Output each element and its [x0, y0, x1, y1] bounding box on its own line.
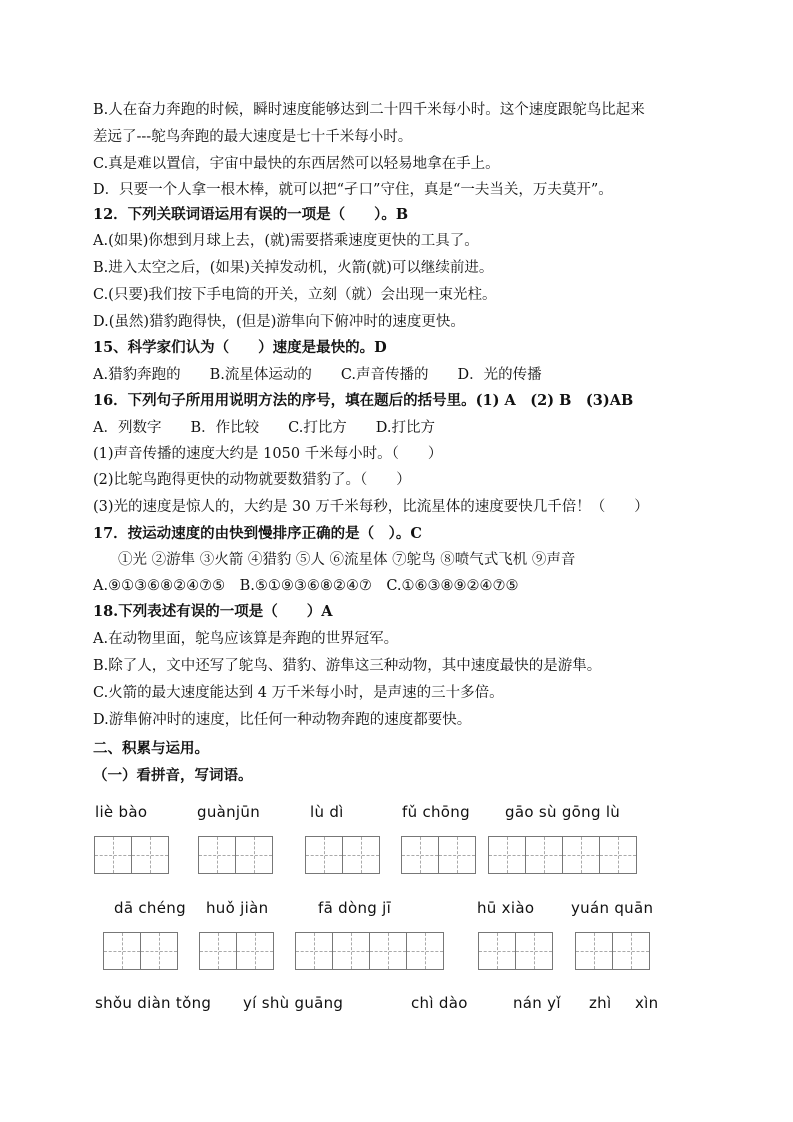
q12-title: 12．下列关联词语运用有误的一项是（ ）。B	[93, 206, 409, 223]
pinyin-gao-su-gong-lu: gāo sù gōng lù	[505, 803, 621, 821]
q12-option-b: B.进入太空之后，(如果)关掉发动机，火箭(就)可以继续前进。	[93, 260, 494, 276]
pinyin-fa-dong-ji: fā dòng jī	[318, 899, 392, 917]
pinyin-shou-dian-tong: shǒu diàn tǒng	[95, 994, 212, 1012]
q16-sentence-2: (2)比鸵鸟跑得更快的动物就要数猎豹了。（ ）	[93, 472, 411, 488]
q15-options: A.猎豹奔跑的 B.流星体运动的 C.声音传播的 D．光的传播	[93, 367, 542, 383]
section-2-title: 二、积累与运用。	[93, 740, 209, 757]
q17-options: A.⑨①③⑥⑧②④⑦⑤ B.⑤①⑨③⑥⑧②④⑦ C.①⑥③⑧⑨②④⑦⑤	[93, 578, 519, 594]
q18-option-c: C.火箭的最大速度能达到 4 万千米每小时，是声速的三十多倍。	[93, 685, 504, 701]
pinyin-chi-dao: chì dào	[411, 994, 468, 1012]
writing-grid-da-cheng[interactable]	[103, 932, 177, 970]
pinyin-zhi: zhì	[589, 994, 612, 1012]
q16-options: A．列数字 B．作比较 C.打比方 D.打比方	[93, 420, 436, 436]
pinyin-xin: xìn	[635, 994, 659, 1012]
q18-option-a: A.在动物里面，鸵鸟应该算是奔跑的世界冠军。	[93, 631, 399, 647]
q11-option-c: C.真是难以置信，宇宙中最快的东西居然可以轻易地拿在手上。	[93, 156, 500, 172]
q12-option-a: A.(如果)你想到月球上去，(就)需要搭乘速度更快的工具了。	[93, 233, 479, 249]
q15-title: 15、科学家们认为（ ）速度是最快的。D	[93, 339, 387, 356]
q16-sentence-1: (1)声音传播的速度大约是 1050 千米每小时。（ ）	[93, 446, 443, 462]
q11-option-b-line1: B.人在奋力奔跑的时候，瞬时速度能够达到二十四千米每小时。这个速度跟鸵鸟比起来	[93, 102, 645, 118]
q12-option-d: D.(虽然)猎豹跑得快，(但是)游隼向下俯冲时的速度更快。	[93, 314, 465, 330]
writing-grid-fa-dong-ji[interactable]	[295, 932, 443, 970]
pinyin-yuan-quan: yuán quān	[571, 899, 654, 917]
q12-option-c: C.(只要)我们按下手电筒的开关，立刻（就）会出现一束光柱。	[93, 287, 497, 303]
pinyin-yi-shu-guang: yí shù guāng	[243, 994, 344, 1012]
writing-grid-guanjun[interactable]	[198, 836, 272, 874]
q11-option-d: D．只要一个人拿一根木棒，就可以把“孑口”守住，真是“一夫当关，万夫莫开”。	[93, 182, 613, 198]
pinyin-guanjun: guànjūn	[197, 803, 261, 821]
writing-grid-yuan-quan[interactable]	[575, 932, 649, 970]
q18-title: 18.下列表述有误的一项是（ ）A	[93, 603, 333, 620]
q17-items: ①光 ②游隼 ③火箭 ④猎豹 ⑤人 ⑥流星体 ⑦鸵鸟 ⑧喷气式飞机 ⑨声音	[118, 552, 576, 568]
section-2-subtitle: （一）看拼音，写词语。	[93, 767, 253, 784]
q16-sentence-3: (3)光的速度是惊人的，大约是 30 万千米每秒，比流星体的速度要快几千倍！（ ）	[93, 499, 649, 515]
pinyin-lie-bao: liè bào	[95, 803, 148, 821]
q18-option-d: D.游隼俯冲时的速度，比任何一种动物奔跑的速度都要快。	[93, 712, 472, 728]
q18-option-b: B.除了人，文中还写了鸵鸟、猎豹、游隼这三种动物，其中速度最快的是游隼。	[93, 658, 602, 674]
writing-grid-lu-di[interactable]	[305, 836, 379, 874]
pinyin-nan-yi: nán yǐ	[513, 994, 561, 1012]
pinyin-hu-xiao: hū xiào	[477, 899, 535, 917]
writing-grid-gao-su-gong-lu[interactable]	[488, 836, 636, 874]
pinyin-lu-di: lù dì	[310, 803, 344, 821]
pinyin-huo-jian: huǒ jiàn	[206, 899, 269, 917]
q11-option-b-line2: 差远了---鸵鸟奔跑的最大速度是七十千米每小时。	[93, 129, 413, 145]
writing-grid-hu-xiao[interactable]	[478, 932, 552, 970]
writing-grid-lie-bao[interactable]	[94, 836, 168, 874]
pinyin-fu-chong: fǔ chōng	[402, 803, 470, 821]
q16-title: 16．下列句子所用用说明方法的序号，填在题后的括号里。(1) A (2) B (3)AB	[93, 392, 634, 409]
q17-title: 17．按运动速度的由快到慢排序正确的是（ ）。C	[93, 525, 422, 542]
writing-grid-huo-jian[interactable]	[199, 932, 273, 970]
pinyin-da-cheng: dā chéng	[114, 899, 186, 917]
writing-grid-fu-chong[interactable]	[401, 836, 475, 874]
